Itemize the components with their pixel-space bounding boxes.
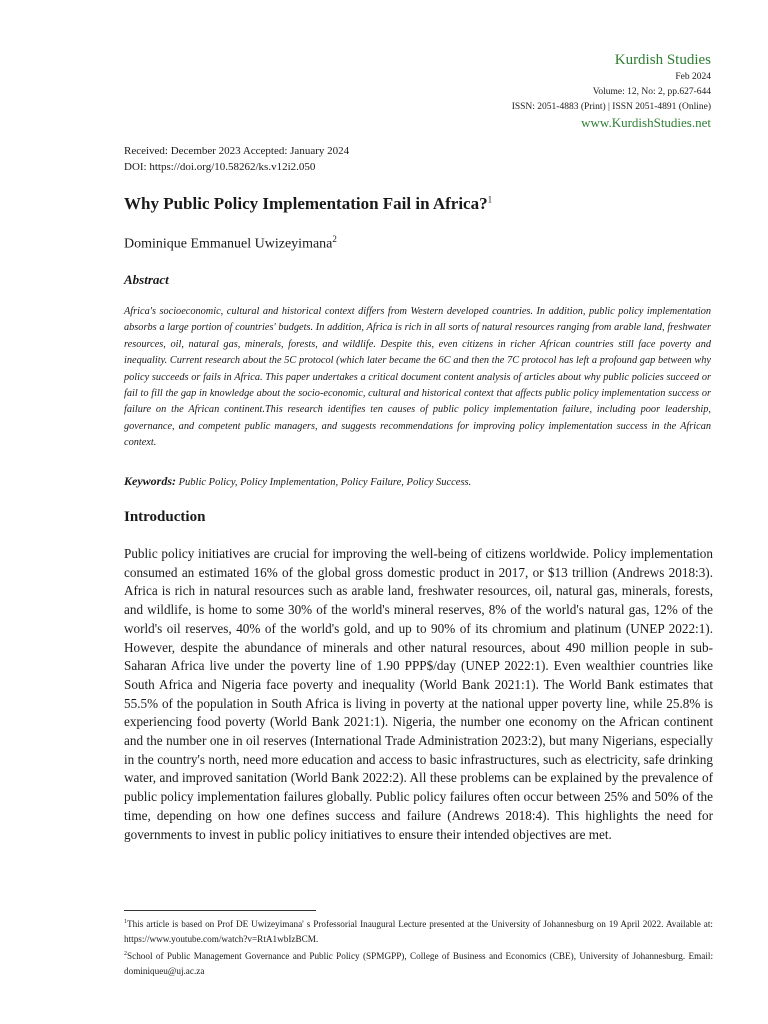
abstract-heading: Abstract bbox=[124, 272, 169, 287]
footnote-1 bbox=[124, 915, 713, 947]
journal-date: Feb 2024 bbox=[675, 72, 711, 82]
article-title-text: Why Public Policy Implementation Fail in Africa? bbox=[124, 194, 488, 213]
doi-link[interactable]: DOI: https://doi.org/10.58262/ks.v12i2.050 bbox=[124, 161, 316, 173]
author-name: Dominique Emmanuel Uwizeyimana bbox=[124, 236, 333, 252]
footnote-divider bbox=[124, 910, 316, 911]
footnote-2-text: School of Public Management Governance and Public Policy (SPMGPP), College of Business and Economics (CBE), University of Johannesburg. Email: dominiqueu@uj.ac.za bbox=[124, 950, 713, 976]
article-dates bbox=[124, 143, 349, 175]
footnote-1-text: This article is based on Prof DE Uwizeyimana' s Professorial Inaugural Lecture presented at the University of Johannesburg on 19 April 2022. Available at: https://www.youtube.com/watch?v=RtA1wbIzBCM. bbox=[124, 919, 713, 944]
abstract-body: Africa's socioeconomic, cultural and historical context differs from Western developed countries. In addition, public policy implementation absorbs a large portion of countries' budgets. In addition, Africa is rich in all sorts of natural resources ranging from arable land, freshwater resources, oil, natural gas, minerals, forests, and wildlife. Despite this, even citizens in richer African countries still face poverty and inequality. Current research about the 5C protocol (which later became the 6C and then the 7C protocol has left a profound gap between why policy succeeds or fails in Africa. This paper undertakes a critical document content analysis of articles about why public policies succeed or fail to fill the gap in knowledge about the socio-economic, cultural and historical context that affects public policy implementation success or failure on the African continent.This research identifies ten causes of public policy implementation failure, including poor leadership, governance, and competent public managers, and suggests recommendations for improving policy implementation success in the African context. bbox=[124, 306, 711, 449]
title-footnote-marker[interactable]: 1 bbox=[487, 194, 493, 205]
author-footnote-marker[interactable]: 2 bbox=[332, 234, 337, 244]
introduction-body: Public policy initiatives are crucial for improving the well-being of citizens worldwide. Policy implementation consumed an estimated 16% of the global gross domestic product in 2017, or $13 trillion (Andrews 2018:3). Africa is rich in natural resources such as arable land, freshwater resources, oil, natural gas, minerals, forests, and wildlife, is home to some 30% of the world's mineral reserves, 8% of the world's natural gas, 12% of the world's oil reserves, 40% of the world's gold, and up to 90% of its chromium and platinum (UNEP 2022:1). However, despite the abundance of minerals and other natural resources, about 490 million people in sub-Saharan Africa live under the poverty line of 1.90 PPP$/day (UNEP 2022:1). Even wealthier countries like South Africa and Nigeria face poverty and inequality (World Bank 2021:1). The World Bank estimates that 55.5% of the population in South Africa is living in poverty at the national upper poverty line, while 25.8% is experiencing food poverty (World Bank 2021:1). Nigeria, the number one economy on the African continent and the number one in oil reserves (International Trade Administration 2023:2), but many Nigerians, especially in the country's north, need more education and access to basic infrastructures, such as electricity, safe drinking water, and improved sanitation (World Bank 2022:2). All these problems can be explained by the prevalence of public policy implementation failures globally. Public policy failures often occur between 25% and 50% of the time, depending on how one defines success and failure (Andrews 2018:4). This highlights the need for governments to invest in public policy initiatives to ensure their intended objectives are met. bbox=[124, 546, 713, 842]
footnote-2-marker: 2 bbox=[124, 950, 127, 957]
journal-issn: ISSN: 2051-4883 (Print) | ISSN 2051-4891 (Online) bbox=[511, 102, 711, 112]
keywords-line bbox=[124, 474, 471, 489]
footnotes bbox=[124, 915, 713, 978]
introduction-heading: Introduction bbox=[124, 509, 206, 525]
keywords-label: Keywords: bbox=[124, 474, 176, 488]
journal-url[interactable]: www.KurdishStudies.net bbox=[581, 115, 711, 130]
footnote-2 bbox=[124, 947, 713, 979]
received-accepted: Received: December 2023 Accepted: January 2024 bbox=[124, 145, 350, 157]
footnote-1-marker: 1 bbox=[124, 919, 127, 925]
keywords-text: Public Policy, Policy Implementation, Policy Failure, Policy Success. bbox=[178, 477, 472, 488]
article-title bbox=[124, 194, 492, 214]
article-author bbox=[124, 234, 337, 253]
journal-header bbox=[512, 50, 711, 131]
journal-name: Kurdish Studies bbox=[614, 52, 711, 68]
journal-volume: Volume: 12, No: 2, pp.627-644 bbox=[592, 87, 711, 97]
